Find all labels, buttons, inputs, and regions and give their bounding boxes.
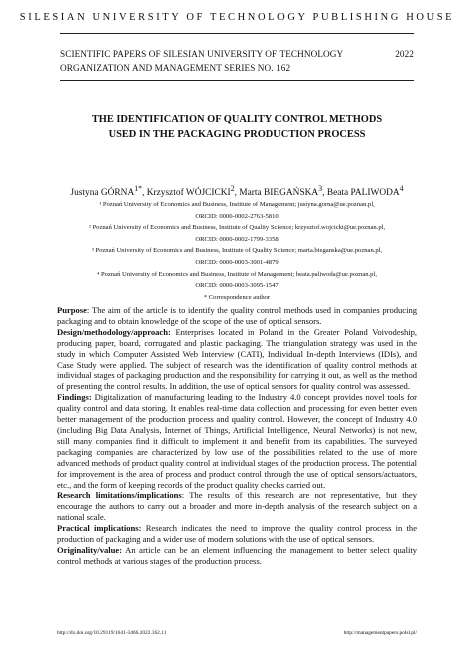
author-affiliation-mark: 3 [318, 184, 323, 193]
orcid-line: ORCID: 0000-0002-2763-5810 [195, 212, 279, 220]
section-label: Purpose [57, 305, 87, 315]
journal-line [60, 49, 414, 59]
orcid-line: ORCID: 0000-0002-1799-3358 [195, 235, 279, 243]
section-label: Findings: [57, 392, 92, 403]
page-footer [57, 630, 417, 636]
author: Marta BIEGAŃSKA [239, 188, 319, 199]
section-text: Digitalization of manufacturing leading to the Industry 4.0 concept provides novel tools for quality control and data storing. It enables real-time data collection and processing for even better even better management of the production process and quality control. However, the concept of Industry 4.0 (including Big Data Analysis, Internet of Things, Artificial Intelligence, Neural Networks) is not new, still many companies find it difficult to implement it and benefit from its capabilities. The surveyed packaging companies are characterized by low use of the possibilities related to the use of more advanced methods of product quality control at individual stages of the production process. The potential for improvement is the area of process and product control through the use of optical sensors/actuators, etc., and the form of keeping records of the product quality checks carried out. [57, 392, 417, 490]
journal-site-link[interactable]: http://managementpapers.polsl.pl/ [343, 630, 417, 636]
abstract [57, 305, 417, 567]
title-line-1: THE IDENTIFICATION OF QUALITY CONTROL METHODS [91, 114, 383, 125]
publisher-name: SILESIAN UNIVERSITY OF TECHNOLOGY PUBLISHING HOUSE [19, 12, 455, 23]
journal-title: SCIENTIFIC PAPERS OF SILESIAN UNIVERSITY OF TECHNOLOGY [60, 49, 344, 59]
abstract-practical [57, 523, 417, 545]
section-text: The results of this research are not representative, but they encourage the authors to carry out a broader and more in-depth analysis of the research subject on a national scale. [57, 490, 418, 523]
header-rule-top [60, 33, 414, 34]
orcid-line: ORCID: 0000-0003-3001-4879 [195, 258, 279, 266]
section-text: The aim of the article is to identify the quality control methods used in companies producing packaging and to obtain knowledge of the scope of the use of optical sensors. [57, 305, 418, 326]
author-affiliation-mark: 2 [230, 184, 235, 193]
series-line [60, 63, 414, 73]
section-text: Enterprises located in Poland in the Greater Poland Voivodeship, producing paper, board, corrugated and plastic packaging. The triangulation strategy was used in the study in which Computer Assisted Web Interview (CATI), Individual In-depth Interviews (IDIs), and Case Study were applied. The subject of research was the identification of quality control methods at individual stages of packaging production and the responsibility for carrying it out, as well as the method of presenting the control results. In addition, the use of optical sensors for quality control was assessed. [57, 326, 418, 392]
affiliation-line: ³ Poznań University of Economics and Business, Institute of Quality Science; marta.bieganska@ue.poznan.pl, [91, 247, 383, 255]
abstract-design [57, 327, 417, 392]
abstract-findings [57, 392, 417, 490]
affiliations [40, 199, 434, 303]
abstract-originality [57, 545, 417, 567]
abstract-purpose: Purpose: The aim of the article is to identify the quality control methods used in companies producing packaging and to obtain knowledge of the scope of the use of optical sensors. [57, 305, 418, 326]
section-text: Research indicates the need to improve the quality control process in the production of packaging and a wider use of modern solutions with the use of optical sensors. [57, 523, 417, 545]
author-affiliation-mark: 4 [399, 184, 404, 193]
author-affiliation-mark: 1* [134, 184, 143, 193]
abstract-limitations: Research limitations/implications: The results of this research are not representative, but they encourage the authors to carry out a broader and more in-depth analysis of the research subject on a national scale. [57, 490, 418, 523]
section-text: An article can be an element influencing the management to better select quality control methods at various stages of the production process. [57, 544, 418, 566]
author: Krzysztof WÓJCICKI [146, 188, 231, 199]
section-label: Design/methodology/approach: [57, 326, 171, 337]
affiliation-line: ² Poznań University of Economics and Business, Institute of Quality Science; krzysztof.wojcicki@ue.poznan.pl, [88, 224, 386, 232]
journal-year: 2022 [395, 49, 414, 59]
title-line-2: USED IN THE PACKAGING PRODUCTION PROCESS [108, 129, 366, 140]
section-label: Originality/value: [57, 544, 123, 555]
affiliation-line: ¹ Poznań University of Economics and Business, Institute of Management; justyna.gorna@ue.poznan.pl, [99, 201, 375, 208]
author: Beata PALIWODA [326, 188, 400, 199]
series-title: ORGANIZATION AND MANAGEMENT SERIES NO. 162 [60, 63, 291, 73]
doi-link[interactable]: http://dx.doi.org/10.29119/1641-3466.2022.162.11 [57, 630, 167, 636]
author: Justyna GÓRNA [70, 188, 135, 199]
article-title [40, 112, 434, 142]
header-rule-bottom [60, 80, 414, 81]
affiliation-line: ⁴ Poznań University of Economics and Business, Institute of Management; beata.paliwoda@ue.poznan.pl, [97, 270, 377, 278]
section-label: Practical implications: [57, 523, 142, 534]
section-label: Research limitations/implications [57, 490, 182, 501]
orcid-line: ORCID: 0000-0003-3095-1547 [195, 282, 279, 290]
correspondence-note: * Correspondence author [203, 293, 271, 301]
author-list: Justyna $GÓRNA^{1*}$, Krzysztof WÓJCICKI$^2$, Marta BIEGAŃSKA$^3$, Beata PALIWODA$^4$ [70, 184, 404, 199]
